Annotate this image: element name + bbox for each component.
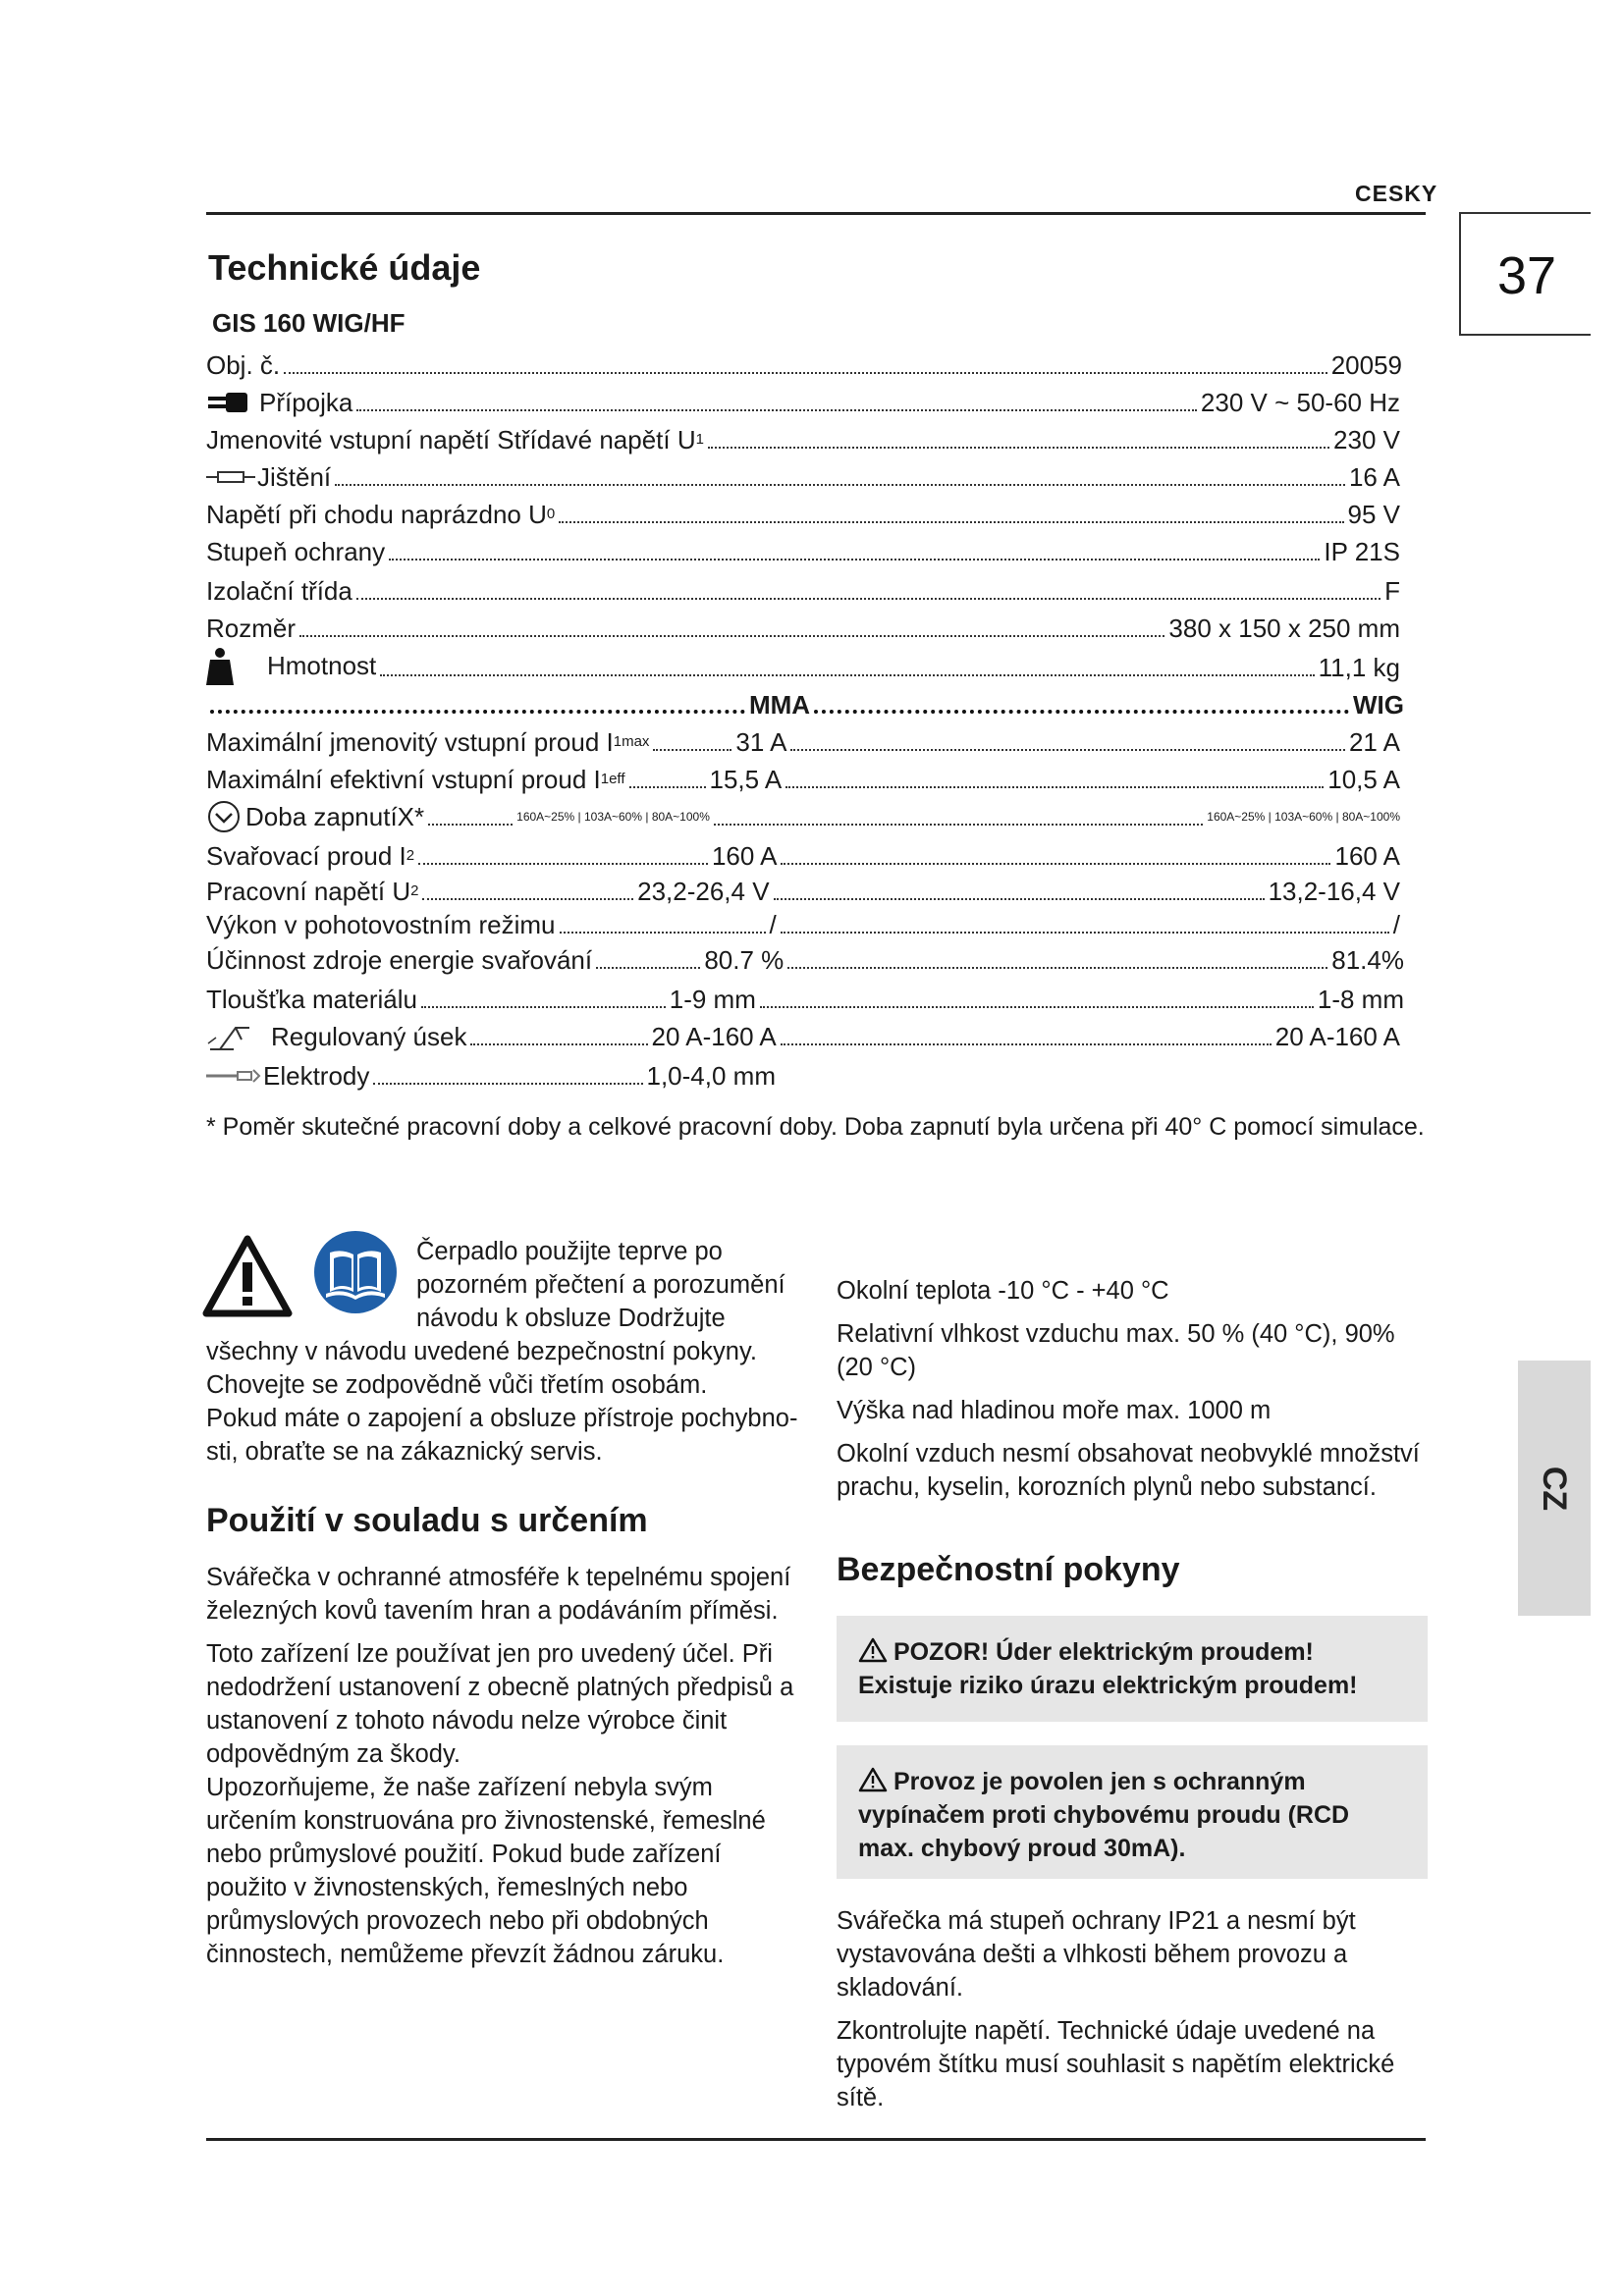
paragraph: Výška nad hladinou moře max. 1000 m [837,1397,1272,1424]
spec-row-pracovni [206,874,1400,909]
warning-triangle-icon [858,1767,888,1792]
intro-text-top [416,1235,809,1335]
spec-label: Jištění [257,462,332,492]
leader-dots [790,749,1344,751]
side-tab-label: CZ [1536,1466,1574,1511]
page-number: 37 [1496,246,1557,305]
wig-value: / [1392,910,1400,939]
leader-dots [787,967,1327,969]
spec-label: Pracovní napětí U [206,877,411,906]
spec-row-vykon [206,907,1400,942]
spec-value: 230 V [1333,425,1400,454]
spec-label: Obj. č. [206,350,281,380]
text-line: všechny v návodu uvedené bezpečnostní pokyny. [206,1338,757,1365]
duty-cycle-icon [206,799,242,834]
leader-dots [356,598,1380,600]
heading-intended-use: Použití v souladu s určením [206,1502,648,1539]
paragraph: Toto zařízení lze používat jen pro uvedený účel. Při nedodržení ustanovení z obecně platných předpisů a ustanovení z tohoto návodu nelze výrobce činit odpovědným za škody. [206,1640,794,1768]
paragraph: Relativní vlhkost vzduchu max. 50 % (40 °C), 90% (20 °C) [837,1320,1395,1381]
mma-value: / [769,910,777,939]
spec-value: 20059 [1330,350,1402,380]
leader-dots [653,749,731,751]
spec-row-ieff [206,762,1400,797]
warning-triangle-icon [202,1235,293,1317]
leader-dots [210,710,745,714]
mma-value: 1-9 mm [669,985,756,1014]
spec-label: Stupeň ochrany [206,537,386,566]
spec-label: Doba zapnutíX* [245,802,425,831]
spec-label: Regulovaný úsek [271,1022,467,1051]
spec-row-hmotnost [206,650,1400,685]
warning-text: POZOR! Úder elektrickým proudem! Existuje riziko úrazu elektrickým proudem! [858,1638,1358,1699]
leader-dots [418,863,708,865]
spec-label: Jmenovité vstupní napětí Střídavé napětí U [206,425,696,454]
wig-value: 81.4% [1331,945,1404,975]
leader-dots [299,635,1164,637]
read-manual-icon [312,1229,399,1315]
subscript: 1 [695,431,704,448]
leader-dots [781,1043,1272,1045]
mma-value: 15,5 A [709,765,783,794]
leader-dots [356,409,1197,411]
wig-value: 160 A [1334,841,1400,871]
spec-label: Účinnost zdroje energie svařování [206,945,593,975]
text-line: Chovejte se zodpovědně vůči třetím osobám. [206,1371,708,1399]
spec-row-naprazdno [206,497,1400,532]
wig-column-header: WIG [1353,690,1404,720]
leader-dots [814,710,1349,714]
warning-triangle-icon [858,1637,888,1663]
leader-dots [781,932,1389,934]
spec-row-stupen [206,534,1400,569]
leader-dots [596,967,700,969]
spec-row-pripojka [206,385,1400,420]
spec-label: Izolační třída [206,576,352,606]
mma-value: 160A~25% | 103A~60% | 80A~100% [516,810,710,824]
warning-text: Provoz je povolen jen s ochranným vypínačem proti chybovému proudu (RCD max. chybový proud 30mA). [858,1768,1350,1862]
safety-text [837,1904,1426,2124]
text-line: pozorném přečtení a porozumění [416,1271,785,1299]
leader-dots [560,932,766,934]
spec-label: Rozměr [206,614,297,643]
mma-value: 23,2-26,4 V [637,877,770,906]
wig-value: 160A~25% | 103A~60% | 80A~100% [1207,810,1400,824]
spec-value: 230 V ~ 50-60 Hz [1200,388,1400,417]
paragraph: Upozorňujeme, že naše zařízení nebyla svým určením konstruována pro živnostenské, řemeslné nebo průmyslové použití. Pokud bude zařízení použito v živnostenských, řemeslných nebo průmyslových provozech nebo při obdobných činnostech, nemůžeme převzít žádnou záruku. [206,1774,766,1968]
bottom-divider [206,2138,1426,2141]
leader-dots [284,372,1327,374]
text-line: sti, obraťte se na zákaznický servis. [206,1438,603,1466]
leader-dots [380,674,1314,676]
plug-icon [206,388,251,417]
spec-row-jisteni [206,459,1400,495]
leader-dots [785,786,1324,788]
leader-dots [559,521,1343,523]
leader-dots [428,824,513,826]
leader-dots [774,898,1265,900]
spec-row-svarovaci [206,838,1400,874]
model-name: GIS 160 WIG/HF [212,308,406,338]
spec-label: Elektrody [263,1061,370,1091]
leader-dots [373,1083,642,1085]
spec-row-izolacni [206,573,1400,609]
electrode-icon [206,1066,261,1086]
spec-label: Výkon v pohotovostním režimu [206,910,556,939]
spec-label: Tloušťka materiálu [206,985,417,1014]
language-side-tab [1518,1361,1591,1616]
spec-value: F [1384,576,1400,606]
spec-value: IP 21S [1324,537,1400,566]
spec-value: 95 V [1347,500,1400,529]
spec-row-usek [206,1019,1400,1054]
paragraph: Zkontrolujte napětí. Technické údaje uvedené na typovém štítku musí souhlasit s napětím elektrické sítě. [837,2017,1395,2111]
subscript: 0 [546,506,556,522]
leader-dots [760,1006,1314,1008]
mma-value: 31 A [735,727,787,757]
intended-use-text [206,1561,805,1981]
spec-row-elektrody [206,1058,776,1094]
spec-row-tloustka [206,982,1404,1017]
spec-label: Svařovací proud I [206,841,406,871]
wig-value: 20 A-160 A [1274,1022,1400,1051]
paragraph: Okolní vzduch nesmí obsahovat neobvyklé množství prachu, kyselin, korozních plynů nebo substancí. [837,1440,1420,1501]
spec-label: Maximální efektivní vstupní proud I [206,765,601,794]
leader-dots [335,484,1345,486]
spec-value: 380 x 150 x 250 mm [1168,614,1400,643]
spec-row-rozmer [206,611,1400,646]
spec-row-mma-wig-header [206,687,1404,722]
subscript: 2 [406,847,415,864]
paragraph: Svářečka má stupeň ochrany IP21 a nesmí být vystavována dešti a vlhkosti během provozu a skladování. [837,1907,1356,2002]
mma-value: 20 A-160 A [651,1022,777,1051]
leader-dots [714,824,1203,826]
spec-value: 11,1 kg [1318,653,1400,682]
subscript: 1max [613,733,650,750]
mma-value: 80.7 % [704,945,785,975]
spec-label: Hmotnost [267,651,377,680]
wig-value: 21 A [1348,727,1400,757]
language-label: CESKY [1355,181,1438,206]
warning-box-shock [837,1616,1428,1722]
fuse-icon [206,467,255,487]
top-divider [206,212,1426,215]
section-title: Technické údaje [208,247,481,288]
subscript: 2 [410,882,419,899]
heading-safety: Bezpečnostní pokyny [837,1551,1180,1588]
leader-dots [781,863,1330,865]
environment-text [837,1274,1426,1514]
wig-value: 1-8 mm [1317,985,1404,1014]
spec-row-vstupni [206,422,1400,457]
leader-dots [389,559,1320,561]
leader-dots [629,786,706,788]
spec-row-ucinnost [206,942,1404,978]
text-line: Pokud máte o zapojení a obsluze přístroje pochybno- [206,1405,798,1432]
paragraph: Svářečka v ochranné atmosféře k tepelnému spojení železných kovů tavením hran a podáváním příměsi. [206,1564,791,1625]
text-line: návodu k obsluze Dodržujte [416,1305,726,1332]
subscript: 1eff [600,771,625,787]
spec-label: Přípojka [259,388,353,417]
weight-icon [206,646,245,685]
spec-row-imax [206,724,1400,760]
spec-row-doba [206,799,1400,834]
welding-torch-icon [206,1020,261,1053]
footnote: * Poměr skutečné pracovní doby a celkové pracovní doby. Doba zapnutí byla určena při 40° C pomocí simulace. [206,1113,1425,1141]
spec-label: Napětí při chodu naprázdno U [206,500,547,529]
text-line: Čerpadlo použijte teprve po [416,1238,723,1265]
spec-value: 1,0-4,0 mm [646,1061,776,1091]
leader-dots [470,1043,647,1045]
paragraph: Okolní teplota -10 °C - +40 °C [837,1277,1169,1305]
intro-text-bottom [206,1335,815,1468]
leader-dots [422,898,633,900]
leader-dots [421,1006,666,1008]
leader-dots [708,447,1329,449]
spec-value: 16 A [1348,462,1400,492]
wig-value: 10,5 A [1327,765,1400,794]
warning-box-rcd [837,1745,1428,1879]
spec-row-obj [206,347,1402,383]
wig-value: 13,2-16,4 V [1268,877,1400,906]
spec-label: Maximální jmenovitý vstupní proud I [206,727,614,757]
mma-value: 160 A [711,841,778,871]
mma-column-header: MMA [748,690,811,720]
